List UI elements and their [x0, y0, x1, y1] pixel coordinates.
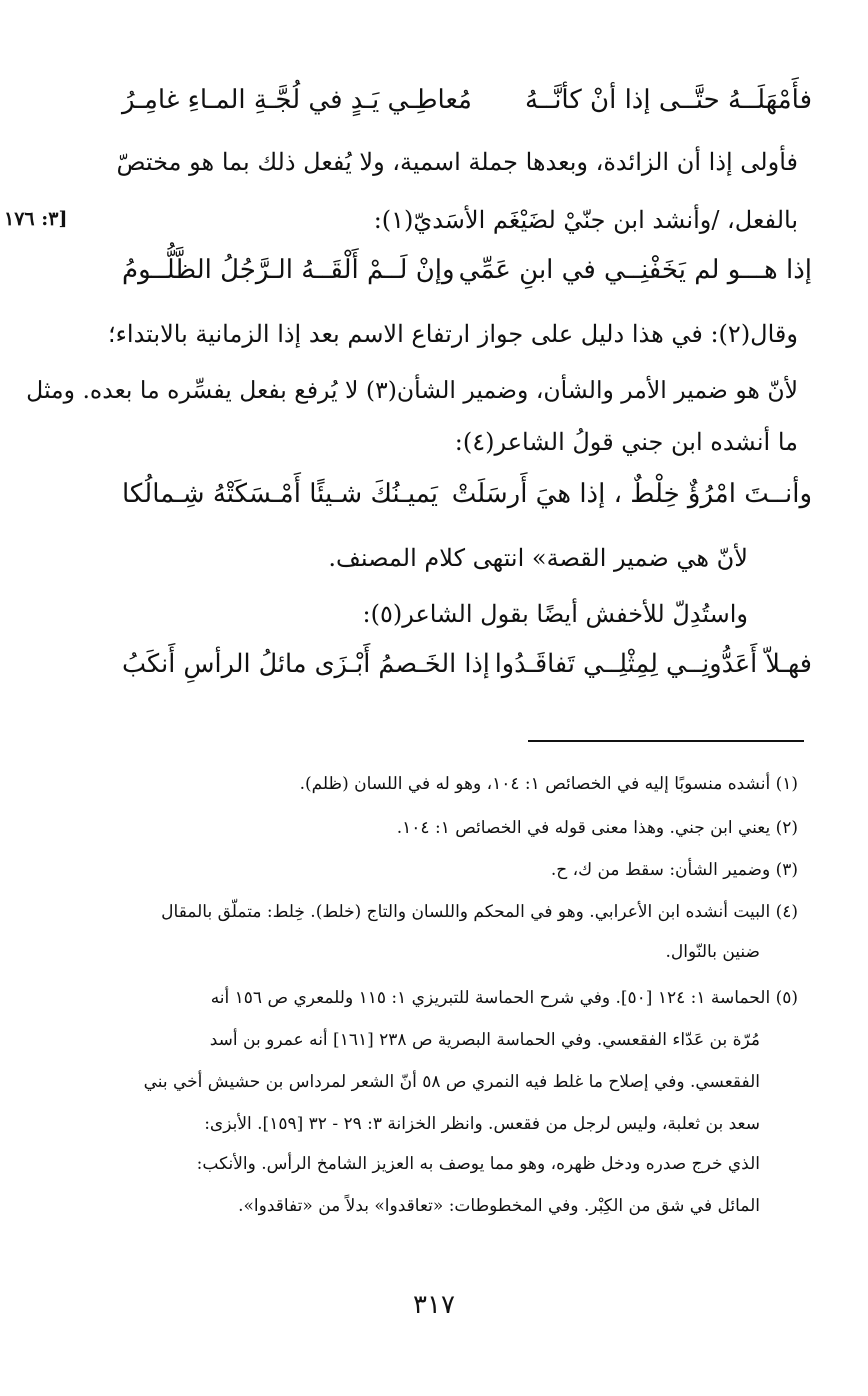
verse-3-first-hemistich: وأنــتَ امْرُؤٌ خِلْطٌ ، إذا هيَ أَرسَلَتْ — [451, 479, 812, 509]
prose-line-5: ما أنشده ابن جني قولُ الشاعر(٤): — [454, 428, 798, 456]
verse-4-first-hemistich: فهـلاّ أَعَدُّونِــي لِمِثْلِــي تَفاقَـدُوا — [494, 649, 812, 679]
prose-line-1: فأولى إذا أن الزائدة، وبعدها جملة اسمية، ولا يُفعل ذلك بما هو مختصّ — [116, 148, 798, 176]
prose-line-6: لأنّ هي ضمير القصة» انتهى كلام المصنف. — [328, 544, 748, 572]
footnote-4-continued: ضنين بالنّوال. — [665, 942, 760, 962]
footnote-4: (٤) البيت أنشده ابن الأعرابي. وهو في المحكم واللسان والتاج (خلط). خِلط: متملّق بالمقال — [161, 902, 798, 922]
prose-line-2: بالفعل، /وأنشد ابن جنّيْ لضَيْغَم الأسَديّ(١): — [373, 206, 798, 234]
footnote-5-line-6: المائل في شق من الكِبْر. وفي المخطوطات: «تعاقدوا» بدلاً من «تفاقدوا». — [238, 1196, 760, 1216]
prose-line-7: واستُدِلّ للأخفش أيضًا بقول الشاعر(٥): — [362, 600, 748, 628]
footnote-5: (٥) الحماسة ١: ١٢٤ [٥٠]. وفي شرح الحماسة للتبريزي ١: ١١٥ وللمعري ص ١٥٦ أنه — [210, 988, 798, 1008]
page-number: ٣١٧ — [413, 1290, 455, 1320]
footnote-5-line-3: الفقعسي. وفي إصلاح ما غلط فيه النمري ص ٥٨ أنّ الشعر لمرداس بن حشيش أخي بني — [143, 1072, 760, 1092]
verse-line-4 — [122, 644, 812, 684]
prose-line-4: لأنّ هو ضمير الأمر والشأن، وضمير الشأن(٣) لا يُرفع بفعل يفسِّره ما بعده. ومثل — [26, 376, 798, 404]
margin-reference: [٣: ١٧٦ — [4, 208, 68, 230]
verse-line-3 — [122, 474, 812, 514]
footnote-2: (٢) يعني ابن جني. وهذا معنى قوله في الخصائص ١: ١٠٤. — [396, 818, 798, 838]
footnote-5-line-2: مُرّة بن عَدّاء الفقعسي. وفي الحماسة البصرية ص ٢٣٨ [١٦١] أنه عمرو بن أسد — [209, 1030, 760, 1050]
footnote-5-line-5: الذي خرج صدره ودخل ظهره، وهو مما يوصف به العزيز الشامخ الرأس. والأنكب: — [196, 1154, 760, 1174]
verse-2-first-hemistich: إذا هـــو لم يَخَفْنِــي في ابنِ عَمِّي — [458, 255, 812, 285]
verse-line-2 — [122, 250, 812, 290]
footnote-5-line-4: سعد بن ثعلبة، وليس لرجل من فقعس. وانظر الخزانة ٣: ٢٩ - ٣٢ [١٥٩]. الأبزى: — [204, 1114, 760, 1134]
footnote-1: (١) أنشده منسوبًا إليه في الخصائص ١: ١٠٤، وهو له في اللسان (ظلم). — [299, 774, 798, 794]
prose-line-3: وقال(٢): في هذا دليل على جواز ارتفاع الاسم بعد إذا الزمانية بالابتداء؛ — [107, 320, 798, 348]
verse-line-1 — [122, 80, 812, 120]
verse-2-second-hemistich: وإنْ لَــمْ أَلْقَــهُ الـرَّجُلُ الظَّلُّــومُ — [122, 255, 455, 285]
footnote-3: (٣) وضمير الشأن: سقط من ك، ح. — [550, 860, 798, 880]
verse-3-second-hemistich: يَميـنُكَ شـيئًا أَمْـسَكَتْهُ شِـمالُكا — [122, 479, 438, 509]
verse-1-second-hemistich: مُعاطِـي يَـدٍ في لُجَّـةِ المـاءِ غامِـرُ — [122, 85, 472, 115]
verse-1-first-hemistich: فأَمْهَلَــهُ حتَّــى إذا أنْ كأنَّــهُ — [525, 85, 812, 115]
footnote-separator — [528, 740, 804, 742]
verse-4-second-hemistich: إذا الخَـصمُ أَبْـزَى مائلُ الرأسِ أَنكَبُ — [122, 649, 490, 679]
